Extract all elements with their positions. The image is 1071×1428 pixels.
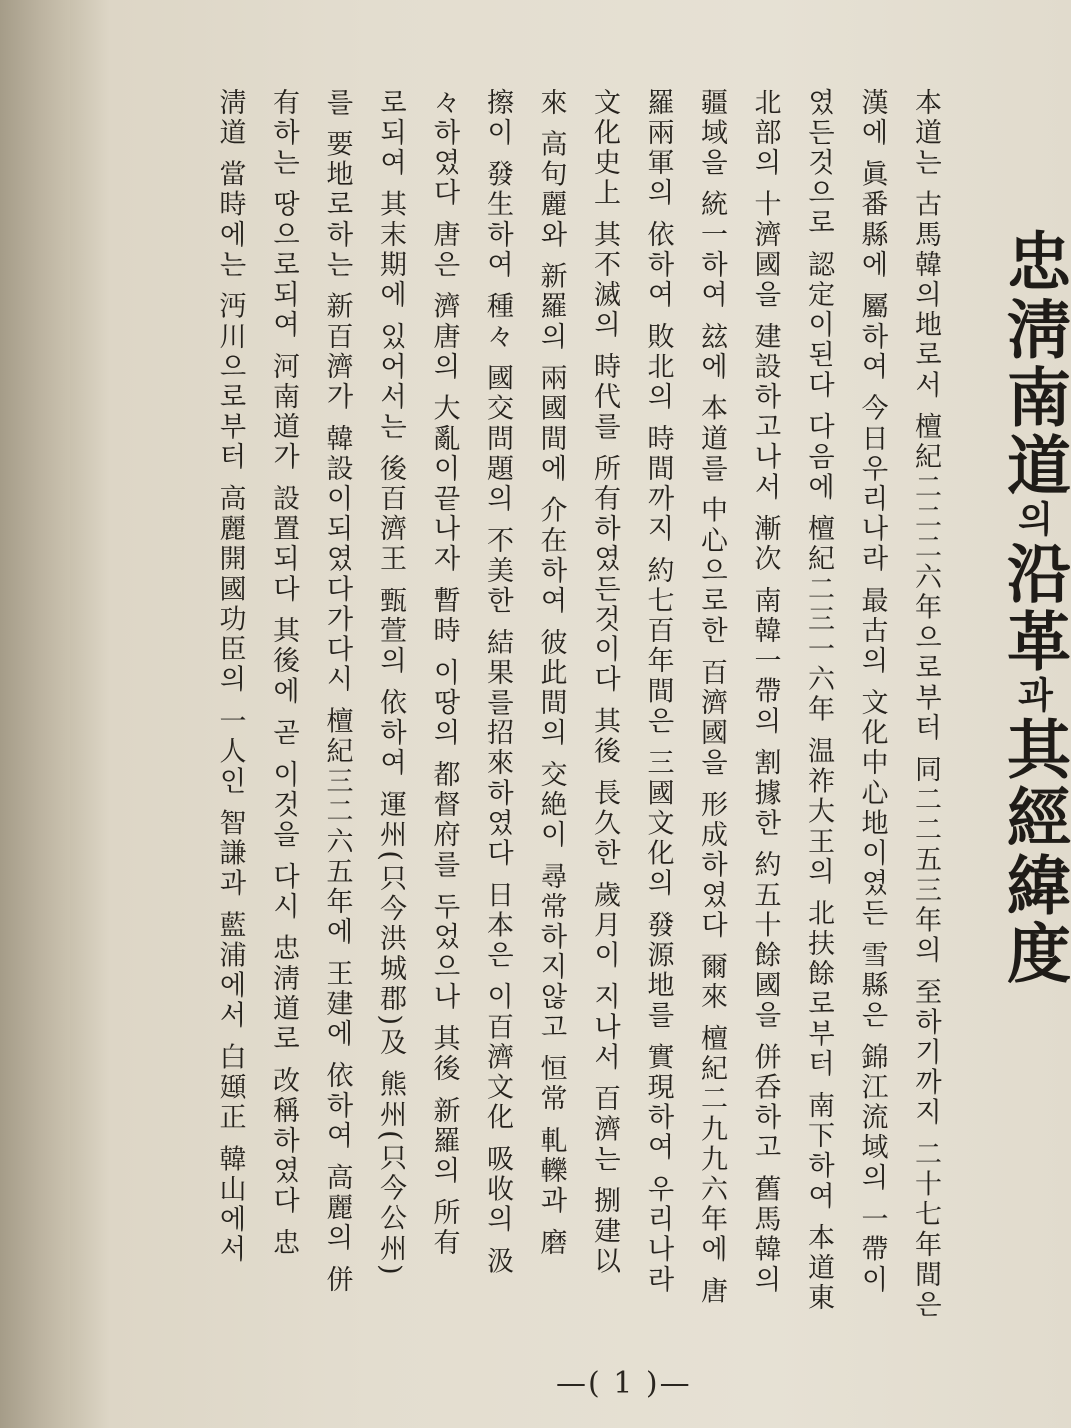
- title-main-2: 沿革: [996, 540, 1071, 676]
- text-line: 北部의 十濟國을 建設하고나서 漸次 南韓一帶의 割據한 約五十餘國을 併呑하고 舊馬韓의: [749, 88, 781, 1296]
- text-line: 羅兩軍의 依하여 敗北의 時間까지 約七百年間은 三國文化의 發源地를 實現하여 우리나라: [642, 88, 674, 1296]
- text-line: 淸道 當時에는 沔川으로부터 高麗開國功臣의 一人인 智謙과 藍浦에서 白頲正 韓山에서: [214, 88, 246, 1266]
- text-line: 擦이 發生하여 種々 國交問題의 不美한 結果를招來하였다 日本은 이百濟文化 吸收의 汲: [482, 88, 513, 1277]
- book-spine-shadow: [0, 0, 70, 1428]
- text-line: 疆域을 統一하여 玆에 本道를 中心으로한 百濟國을 形成하였다 爾來 檀紀二九九六年에 唐: [696, 88, 727, 1307]
- text-line: 文化史上 其不滅의 時代를 所有하였든것이다 其後 長久한 歲月이 지나서 百濟는 捌建以: [589, 88, 620, 1277]
- text-line: 有하는 땅으로되여 河南道가 設置되다 其後에 곧 이것을 다시 忠淸道로 改稱하였다 忠: [268, 88, 299, 1259]
- title-particle-1: 의: [1012, 500, 1054, 540]
- title-particle-2: 과: [1012, 676, 1054, 716]
- body-text: [182, 88, 952, 1378]
- title-main-1: 忠淸南道: [996, 228, 1071, 500]
- text-line: 漢에 眞番縣에 屬하여 今日우리나라 最古의 文化中心地이였든 雪縣은 錦江流域의 一帶이: [856, 88, 888, 1296]
- page-number: —( 1 )—: [556, 1366, 692, 1401]
- page-title: [988, 228, 1071, 988]
- book-page: [70, 0, 1071, 1428]
- text-line: 였든것으로 認定이된다 다음에 檀紀二三一六年 温祚大王의 北扶餘로부터 南下하여 本道東: [803, 88, 834, 1314]
- text-line: 本道는 古馬韓의地로서 檀紀二二二六年으로부터 同二二五三年의 至하기까지 二十七年間은: [910, 88, 941, 1321]
- text-line: 를 要地로하는 新百濟가 韓設이되였다가다시 檀紀三二六五年에 王建에 依하여 高麗의 併: [321, 88, 353, 1296]
- text-line: 로되여 其末期에 있어서는 後百濟王 甄萱의 依하여 運州(只今洪城郡)及 熊州(只今公州): [375, 88, 406, 1278]
- text-line: 來 高句麗와 新羅의 兩國間에 介在하여 彼此間의 交絶이 尋常하지않고 恒常 軋轢과 磨: [535, 88, 567, 1259]
- title-main-3: 其經緯度: [996, 716, 1071, 988]
- text-line: 々하였다 唐은 濟唐의 大亂이끝나자 暫時 이땅의 都督府를 두었으나 其後 新羅의 所有: [428, 88, 460, 1259]
